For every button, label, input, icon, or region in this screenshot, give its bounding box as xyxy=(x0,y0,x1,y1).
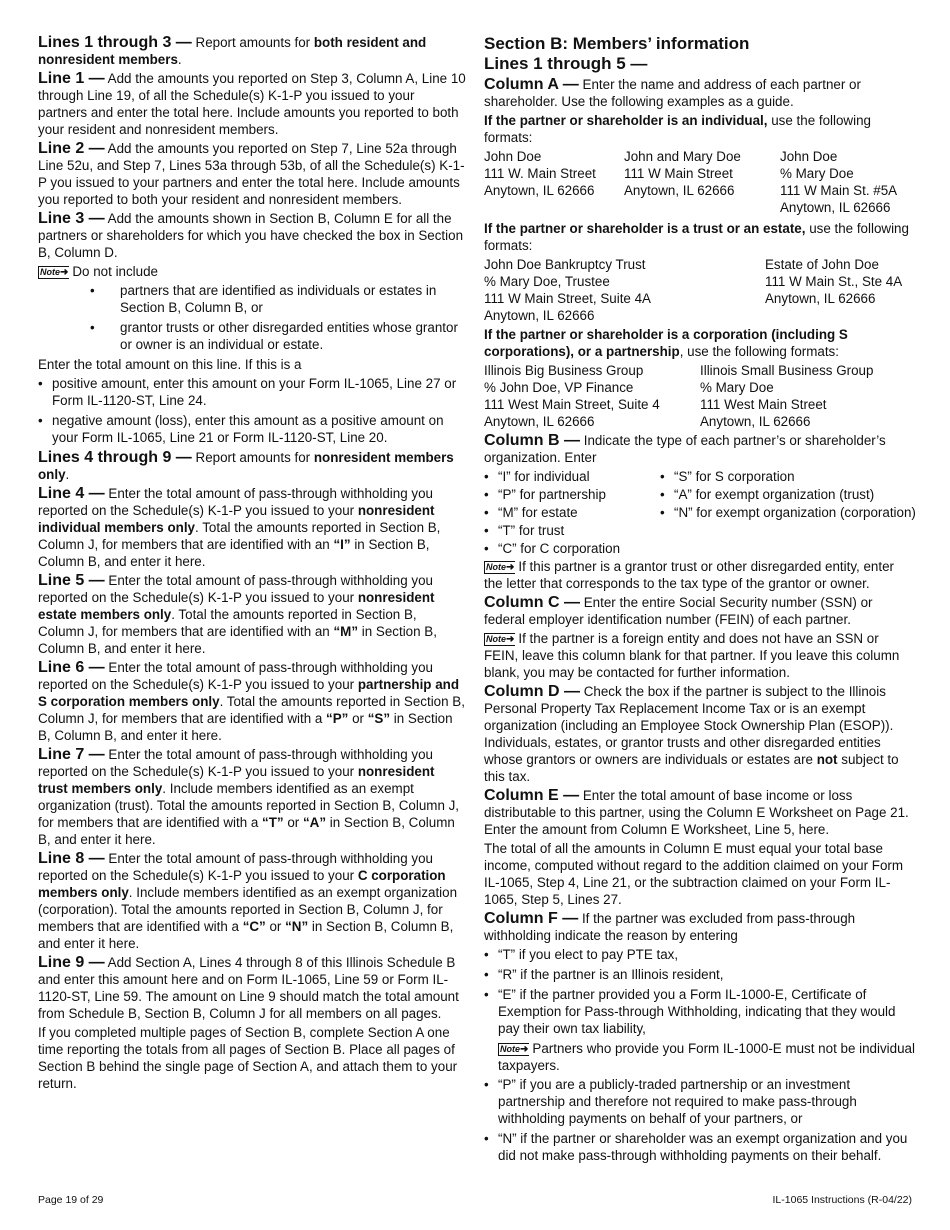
corporation-format-intro: If the partner or shareholder is a corporation (including S corporations), or a partnership, use the following formats: xyxy=(484,327,848,359)
note-do-not-include: Note➜ Do not include xyxy=(40,264,158,279)
line-9: Line 9 — Add Section A, Lines 4 through 8 of this Illinois Schedule B and enter this amount here and on Form IL-1065, Line 59 or Form IL-1120-ST, Line 59. The amount on Line 9 should match the total amount from Schedule B, Section B, Column J for all members on all pages. xyxy=(38,954,459,1021)
note-icon: Note➜ xyxy=(486,562,515,573)
note-column-f: Note➜ Partners who provide you Form IL-1000-E must not be individual taxpayers. xyxy=(498,1041,915,1073)
list-item: • “E” if the partner provided you a Form IL-1000-E, Certificate of Exemption for Pass-through Withholding, indicating that they would pay their own tax liability, xyxy=(484,986,916,1037)
individual-format-intro: If the partner or shareholder is an individual, use the following formats: xyxy=(484,113,871,145)
lines-1-3-intro: Lines 1 through 3 — Report amounts for both resident and nonresident members. xyxy=(38,34,427,67)
list-item: • positive amount, enter this amount on your Form IL-1065, Line 27 or Form IL-1120-ST, Line 24. xyxy=(38,375,466,409)
list-item: • “S” for S corporation xyxy=(660,468,916,485)
line-6: Line 6 — Enter the total amount of pass-through withholding you reported on the Schedule(s) K-1-P you issued to your partnership and S corporation members only. Total the amounts reported in Section B, Column J, for members that are identified with a “P” or “S” in Section B, Column B, and enter it here. xyxy=(38,659,465,743)
list-item: • “R” if the partner is an Illinois resident, xyxy=(484,966,916,983)
line-4: Line 4 — Enter the total amount of pass-through withholding you reported on the Schedule(s) K-1-P you issued to your nonresident individual members only. Total the amounts reported in Section B, Column J, for members that are identified with an “I” in Section B, Column B, and enter it here. xyxy=(38,485,441,569)
line-2: Line 2 — Add the amounts you reported on Step 7, Line 52a through Line 52u, and Step 7, Lines 53a through 53b, of all the Schedule(s) K-1-P you issued to your partners and enter the total here. Include amounts you reported to both your resident and nonresident members. xyxy=(38,140,465,207)
column-c: Column C — Enter the entire Social Security number (SSN) or federal employer identification number (FEIN) of each partner. xyxy=(484,594,873,627)
column-e: Column E — Enter the total amount of base income or loss distributable to this partner, using the Column E Worksheet on Page 21. Enter the amount from Column E Worksheet, Line 5, here. xyxy=(484,787,909,837)
line-1: Line 1 — Add the amounts you reported on Step 3, Column A, Line 10 through Line 19, of all the Schedule(s) K-1-P you issued to your partners and enter the total here. Include amounts you reported to both your resident and nonresident members. xyxy=(38,70,466,137)
list-item: • “T” for trust xyxy=(484,522,660,539)
list-item: • “I” for individual xyxy=(484,468,660,485)
list-item: • “N” for exempt organization (corporation) xyxy=(660,504,916,521)
individual-address-examples: John Doe John and Mary Doe John Doe 111 W. Main Street 111 W Main Street % Mary Doe Anytown, IL 62666 Anytown, IL 62666 111 W Main St. #5A Anytown, IL 62666 xyxy=(484,149,898,215)
list-item: • “C” for C corporation xyxy=(484,540,660,557)
form-identifier: IL-1065 Instructions (R-04/22) xyxy=(772,1194,912,1206)
column-f: Column F — If the partner was excluded from pass-through withholding indicate the reason by entering xyxy=(484,910,856,943)
lines-4-9-intro: Lines 4 through 9 — Report amounts for nonresident members only. xyxy=(38,449,454,482)
list-item: • “P” for partnership xyxy=(484,486,660,503)
list-item: • “P” if you are a publicly-traded partnership or an investment partnership and therefore not required to make pass-through withholding payments on behalf of your partners, or xyxy=(484,1076,916,1127)
corporation-address-examples: Illinois Big Business Group Illinois Small Business Group % John Doe, VP Finance % Mary Doe 111 West Main Street, Suite 4 111 West Main Street Anytown, IL 62666 Anytown, IL 62666 xyxy=(484,363,874,429)
list-item: • “M” for estate xyxy=(484,504,660,521)
note-icon: Note➜ xyxy=(40,267,69,278)
note-icon: Note➜ xyxy=(500,1044,529,1055)
lines-1-5-title: Lines 1 through 5 — xyxy=(484,54,648,73)
list-item: • partners that are identified as individuals or estates in Section B, Column B, or xyxy=(38,282,466,316)
column-b: Column B — Indicate the type of each partner’s or shareholder’s organization. Enter xyxy=(484,432,886,465)
note-column-b: Note➜ If this partner is a grantor trust or other disregarded entity, enter the letter that corresponds to the tax type of the grantor or owner. xyxy=(484,559,895,591)
amount-list xyxy=(38,375,466,446)
column-d: Column D — Check the box if the partner is subject to the Illinois Personal Property Tax Replacement Income Tax or is an exempt organization (including an Employee Stock Ownership Plan (ESOP)). Individuals, estates, or grantor trusts and other disregarded entities whose grantors or owners are individuals or estates are not subject to this tax. xyxy=(484,683,899,784)
list-item: • “A” for exempt organization (trust) xyxy=(660,486,916,503)
note-column-c: Note➜ If the partner is a foreign entity and does not have an SSN or FEIN, leave this column blank for that partner. If you leave this column blank, you may be contacted for further information. xyxy=(484,631,900,680)
line-5: Line 5 — Enter the total amount of pass-through withholding you reported on the Schedule(s) K-1-P you issued to your nonresident estate members only. Total the amounts reported in Section B, Column J, for members that are identified with an “M” in Section B, Column B, and enter it here. xyxy=(38,572,437,656)
trust-format-intro: If the partner or shareholder is a trust or an estate, use the following formats: xyxy=(484,221,909,253)
column-e-total: The total of all the amounts in Column E must equal your total base income, computed without regard to the addition claimed on your Form IL-1065, Step 4, Line 21, or the subtraction claimed on your Form IL-1065, Step 5, Lines 27. xyxy=(484,841,904,907)
enter-total-text: Enter the total amount on this line. If this is a xyxy=(38,357,302,372)
column-f-reasons-2 xyxy=(484,1076,916,1164)
note-icon: Note➜ xyxy=(486,634,515,645)
member-type-codes xyxy=(484,468,916,558)
list-item: • grantor trusts or other disregarded entities whose grantor or owner is an individual or estate. xyxy=(38,319,466,353)
section-b-title: Section B: Members’ information xyxy=(484,34,750,53)
note-exclusion-list xyxy=(38,282,466,353)
line-8: Line 8 — Enter the total amount of pass-through withholding you reported on the Schedule(s) K-1-P you issued to your C corporation members only. Include members identified as an exempt organization (corporation). Total the amounts reported in Section B, Column J, for members that are identified with a “C” or “N” in Section B, Column B, and enter it here. xyxy=(38,850,458,951)
column-f-reasons xyxy=(484,946,916,1037)
list-item: • “N” if the partner or shareholder was an exempt organization and you did not make pass-through withholding payments on their behalf. xyxy=(484,1130,916,1164)
list-item: • negative amount (loss), enter this amount as a positive amount on your Form IL-1065, Line 21 or Form IL-1120-ST, Line 20. xyxy=(38,412,466,446)
line-3: Line 3 — Add the amounts shown in Section B, Column E for all the partners or shareholders for which you have checked the box in Section B, Column D. xyxy=(38,210,464,260)
multiple-pages-text: If you completed multiple pages of Section B, complete Section A one time reporting the totals from all pages of Section B. Place all pages of Section B behind the single page of Section A, and attach them to your return. xyxy=(38,1025,458,1091)
list-item: • “T” if you elect to pay PTE tax, xyxy=(484,946,916,963)
line-7: Line 7 — Enter the total amount of pass-through withholding you reported on the Schedule(s) K-1-P you issued to your nonresident trust members only. Include members identified as an exempt organization (trust). Total the amounts reported in Section B, Column J, for members that are identified with a “T” or “A” in Section B, Column B, and enter it here. xyxy=(38,746,460,847)
right-column xyxy=(484,34,916,1167)
column-a: Column A — Enter the name and address of each partner or shareholder. Use the following examples as a guide. xyxy=(484,76,861,109)
page-number: Page 19 of 29 xyxy=(38,1194,104,1206)
trust-address-examples: John Doe Bankruptcy Trust Estate of John Doe % Mary Doe, Trustee 111 W Main St., Ste 4A 111 W Main Street, Suite 4A Anytown, IL 62666 Anytown, IL 62666 xyxy=(484,257,903,323)
left-column xyxy=(38,34,466,1094)
